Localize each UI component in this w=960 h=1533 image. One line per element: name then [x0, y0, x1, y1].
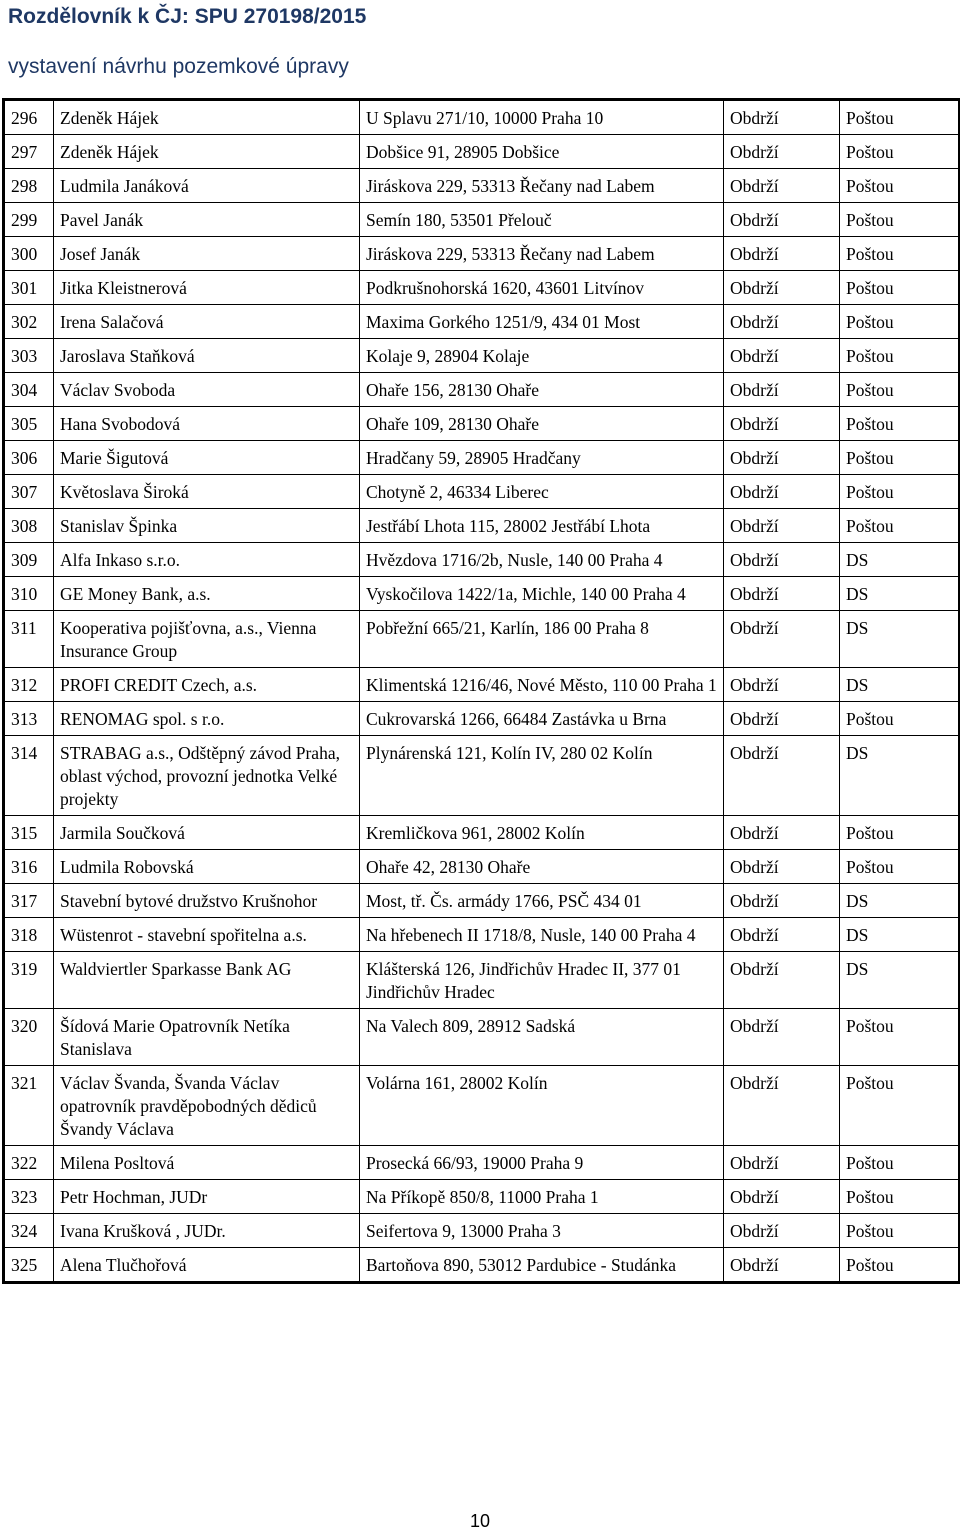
row-number: 325 [4, 1248, 54, 1283]
receives-status: Obdrží [724, 339, 840, 373]
receives-status: Obdrží [724, 1248, 840, 1283]
table-row [4, 884, 960, 918]
delivery-method: Poštou [840, 441, 960, 475]
delivery-method: Poštou [840, 237, 960, 271]
delivery-method: DS [840, 543, 960, 577]
table-row [4, 1180, 960, 1214]
table-row [4, 1146, 960, 1180]
recipient-address: Pobřežní 665/21, Karlín, 186 00 Praha 8 [360, 611, 724, 668]
delivery-method: DS [840, 884, 960, 918]
recipient-name: Hana Svobodová [54, 407, 360, 441]
row-number: 306 [4, 441, 54, 475]
row-number: 297 [4, 135, 54, 169]
recipient-address: Chotyně 2, 46334 Liberec [360, 475, 724, 509]
table-row [4, 237, 960, 271]
delivery-method: Poštou [840, 169, 960, 203]
recipient-address: U Splavu 271/10, 10000 Praha 10 [360, 100, 724, 135]
receives-status: Obdrží [724, 1180, 840, 1214]
table-row [4, 1248, 960, 1283]
recipient-address: Dobšice 91, 28905 Dobšice [360, 135, 724, 169]
receives-status: Obdrží [724, 918, 840, 952]
receives-status: Obdrží [724, 736, 840, 816]
table-row [4, 441, 960, 475]
row-number: 320 [4, 1009, 54, 1066]
receives-status: Obdrží [724, 1009, 840, 1066]
recipient-name: Pavel Janák [54, 203, 360, 237]
recipient-name: Ludmila Robovská [54, 850, 360, 884]
receives-status: Obdrží [724, 407, 840, 441]
delivery-method: Poštou [840, 702, 960, 736]
recipient-name: Šídová Marie Opatrovník Netíka Stanislava [54, 1009, 360, 1066]
recipient-name: Stanislav Špinka [54, 509, 360, 543]
recipient-address: Bartoňova 890, 53012 Pardubice - Studánka [360, 1248, 724, 1283]
recipient-name: Zdeněk Hájek [54, 135, 360, 169]
recipient-address: Podkrušnohorská 1620, 43601 Litvínov [360, 271, 724, 305]
row-number: 313 [4, 702, 54, 736]
row-number: 312 [4, 668, 54, 702]
recipient-name: Irena Salačová [54, 305, 360, 339]
table-row [4, 407, 960, 441]
delivery-method: Poštou [840, 100, 960, 135]
receives-status: Obdrží [724, 1146, 840, 1180]
document-subtitle: vystavení návrhu pozemkové úpravy [8, 55, 349, 78]
recipient-address: Kremličkova 961, 28002 Kolín [360, 816, 724, 850]
table-row [4, 271, 960, 305]
recipient-name: Ludmila Janáková [54, 169, 360, 203]
row-number: 307 [4, 475, 54, 509]
row-number: 302 [4, 305, 54, 339]
document-title: Rozdělovník k ČJ: SPU 270198/2015 [8, 5, 367, 28]
table-row [4, 100, 960, 135]
row-number: 321 [4, 1066, 54, 1146]
receives-status: Obdrží [724, 100, 840, 135]
recipient-address: Na hřebenech II 1718/8, Nusle, 140 00 Praha 4 [360, 918, 724, 952]
recipient-address: Seifertova 9, 13000 Praha 3 [360, 1214, 724, 1248]
delivery-method: Poštou [840, 475, 960, 509]
row-number: 311 [4, 611, 54, 668]
delivery-method: Poštou [840, 373, 960, 407]
receives-status: Obdrží [724, 441, 840, 475]
receives-status: Obdrží [724, 816, 840, 850]
recipient-address: Vyskočilova 1422/1a, Michle, 140 00 Praha 4 [360, 577, 724, 611]
delivery-method: DS [840, 611, 960, 668]
delivery-method: Poštou [840, 1066, 960, 1146]
receives-status: Obdrží [724, 1214, 840, 1248]
receives-status: Obdrží [724, 237, 840, 271]
receives-status: Obdrží [724, 271, 840, 305]
recipient-name: GE Money Bank, a.s. [54, 577, 360, 611]
table-row [4, 850, 960, 884]
recipient-name: Ivana Krušková , JUDr. [54, 1214, 360, 1248]
recipient-name: Alena Tlučhořová [54, 1248, 360, 1283]
delivery-method: DS [840, 952, 960, 1009]
receives-status: Obdrží [724, 475, 840, 509]
recipient-name: Marie Šigutová [54, 441, 360, 475]
receives-status: Obdrží [724, 203, 840, 237]
receives-status: Obdrží [724, 1066, 840, 1146]
delivery-method: Poštou [840, 407, 960, 441]
recipient-name: Milena Posltová [54, 1146, 360, 1180]
table-row [4, 135, 960, 169]
table-row [4, 668, 960, 702]
table-row [4, 1066, 960, 1146]
recipient-address: Kolaje 9, 28904 Kolaje [360, 339, 724, 373]
recipient-address: Ohaře 109, 28130 Ohaře [360, 407, 724, 441]
table-row [4, 203, 960, 237]
receives-status: Obdrží [724, 952, 840, 1009]
receives-status: Obdrží [724, 305, 840, 339]
table-row [4, 577, 960, 611]
delivery-method: Poštou [840, 135, 960, 169]
delivery-method: Poštou [840, 850, 960, 884]
row-number: 315 [4, 816, 54, 850]
page-number: 10 [469, 1511, 491, 1531]
table-row [4, 475, 960, 509]
recipient-address: Volárna 161, 28002 Kolín [360, 1066, 724, 1146]
receives-status: Obdrží [724, 509, 840, 543]
distribution-table-body [4, 100, 960, 1283]
delivery-method: Poštou [840, 509, 960, 543]
row-number: 318 [4, 918, 54, 952]
recipient-address: Klášterská 126, Jindřichův Hradec II, 377 01 Jindřichův Hradec [360, 952, 724, 1009]
recipient-address: Jiráskova 229, 53313 Řečany nad Labem [360, 237, 724, 271]
table-row [4, 509, 960, 543]
table-row [4, 952, 960, 1009]
recipient-address: Most, tř. Čs. armády 1766, PSČ 434 01 [360, 884, 724, 918]
recipient-address: Maxima Gorkého 1251/9, 434 01 Most [360, 305, 724, 339]
recipient-name: Wüstenrot - stavební spořitelna a.s. [54, 918, 360, 952]
recipient-address: Klimentská 1216/46, Nové Město, 110 00 Praha 1 [360, 668, 724, 702]
row-number: 305 [4, 407, 54, 441]
row-number: 324 [4, 1214, 54, 1248]
delivery-method: Poštou [840, 305, 960, 339]
row-number: 300 [4, 237, 54, 271]
recipient-name: Václav Švanda, Švanda Václav opatrovník pravděpobodných dědiců Švandy Václava [54, 1066, 360, 1146]
row-number: 319 [4, 952, 54, 1009]
receives-status: Obdrží [724, 577, 840, 611]
recipient-name: Jaroslava Staňková [54, 339, 360, 373]
recipient-name: Václav Svoboda [54, 373, 360, 407]
recipient-name: Květoslava Široká [54, 475, 360, 509]
table-row [4, 543, 960, 577]
table-row [4, 918, 960, 952]
row-number: 314 [4, 736, 54, 816]
recipient-address: Hvězdova 1716/2b, Nusle, 140 00 Praha 4 [360, 543, 724, 577]
row-number: 303 [4, 339, 54, 373]
recipient-name: Alfa Inkaso s.r.o. [54, 543, 360, 577]
table-row [4, 373, 960, 407]
receives-status: Obdrží [724, 135, 840, 169]
distribution-table [2, 98, 960, 1284]
row-number: 298 [4, 169, 54, 203]
receives-status: Obdrží [724, 373, 840, 407]
receives-status: Obdrží [724, 611, 840, 668]
recipient-address: Jiráskova 229, 53313 Řečany nad Labem [360, 169, 724, 203]
receives-status: Obdrží [724, 850, 840, 884]
table-row [4, 1009, 960, 1066]
delivery-method: Poštou [840, 1248, 960, 1283]
table-row [4, 305, 960, 339]
delivery-method: Poštou [840, 271, 960, 305]
recipient-address: Na Příkopě 850/8, 11000 Praha 1 [360, 1180, 724, 1214]
recipient-name: PROFI CREDIT Czech, a.s. [54, 668, 360, 702]
recipient-name: Zdeněk Hájek [54, 100, 360, 135]
delivery-method: DS [840, 668, 960, 702]
delivery-method: Poštou [840, 1146, 960, 1180]
recipient-address: Prosecká 66/93, 19000 Praha 9 [360, 1146, 724, 1180]
recipient-name: Petr Hochman, JUDr [54, 1180, 360, 1214]
receives-status: Obdrží [724, 884, 840, 918]
recipient-name: RENOMAG spol. s r.o. [54, 702, 360, 736]
row-number: 309 [4, 543, 54, 577]
recipient-address: Ohaře 156, 28130 Ohaře [360, 373, 724, 407]
receives-status: Obdrží [724, 169, 840, 203]
recipient-address: Jestřábí Lhota 115, 28002 Jestřábí Lhota [360, 509, 724, 543]
receives-status: Obdrží [724, 702, 840, 736]
row-number: 299 [4, 203, 54, 237]
receives-status: Obdrží [724, 668, 840, 702]
row-number: 301 [4, 271, 54, 305]
delivery-method: DS [840, 577, 960, 611]
table-row [4, 169, 960, 203]
row-number: 310 [4, 577, 54, 611]
row-number: 316 [4, 850, 54, 884]
recipient-address: Ohaře 42, 28130 Ohaře [360, 850, 724, 884]
table-row [4, 1214, 960, 1248]
recipient-address: Plynárenská 121, Kolín IV, 280 02 Kolín [360, 736, 724, 816]
row-number: 322 [4, 1146, 54, 1180]
recipient-name: Kooperativa pojišťovna, a.s., Vienna Insurance Group [54, 611, 360, 668]
delivery-method: DS [840, 918, 960, 952]
recipient-name: Jarmila Součková [54, 816, 360, 850]
delivery-method: Poštou [840, 1180, 960, 1214]
recipient-name: STRABAG a.s., Odštěpný závod Praha, oblast východ, provozní jednotka Velké projekty [54, 736, 360, 816]
recipient-name: Stavební bytové družstvo Krušnohor [54, 884, 360, 918]
row-number: 296 [4, 100, 54, 135]
recipient-address: Cukrovarská 1266, 66484 Zastávka u Brna [360, 702, 724, 736]
delivery-method: Poštou [840, 203, 960, 237]
row-number: 308 [4, 509, 54, 543]
delivery-method: Poštou [840, 1214, 960, 1248]
table-row [4, 611, 960, 668]
delivery-method: Poštou [840, 1009, 960, 1066]
table-row [4, 339, 960, 373]
row-number: 317 [4, 884, 54, 918]
row-number: 304 [4, 373, 54, 407]
delivery-method: DS [840, 736, 960, 816]
delivery-method: Poštou [840, 816, 960, 850]
table-row [4, 816, 960, 850]
table-row [4, 702, 960, 736]
recipient-address: Na Valech 809, 28912 Sadská [360, 1009, 724, 1066]
delivery-method: Poštou [840, 339, 960, 373]
recipient-name: Jitka Kleistnerová [54, 271, 360, 305]
recipient-name: Josef Janák [54, 237, 360, 271]
row-number: 323 [4, 1180, 54, 1214]
recipient-name: Waldviertler Sparkasse Bank AG [54, 952, 360, 1009]
recipient-address: Semín 180, 53501 Přelouč [360, 203, 724, 237]
table-row [4, 736, 960, 816]
receives-status: Obdrží [724, 543, 840, 577]
recipient-address: Hradčany 59, 28905 Hradčany [360, 441, 724, 475]
